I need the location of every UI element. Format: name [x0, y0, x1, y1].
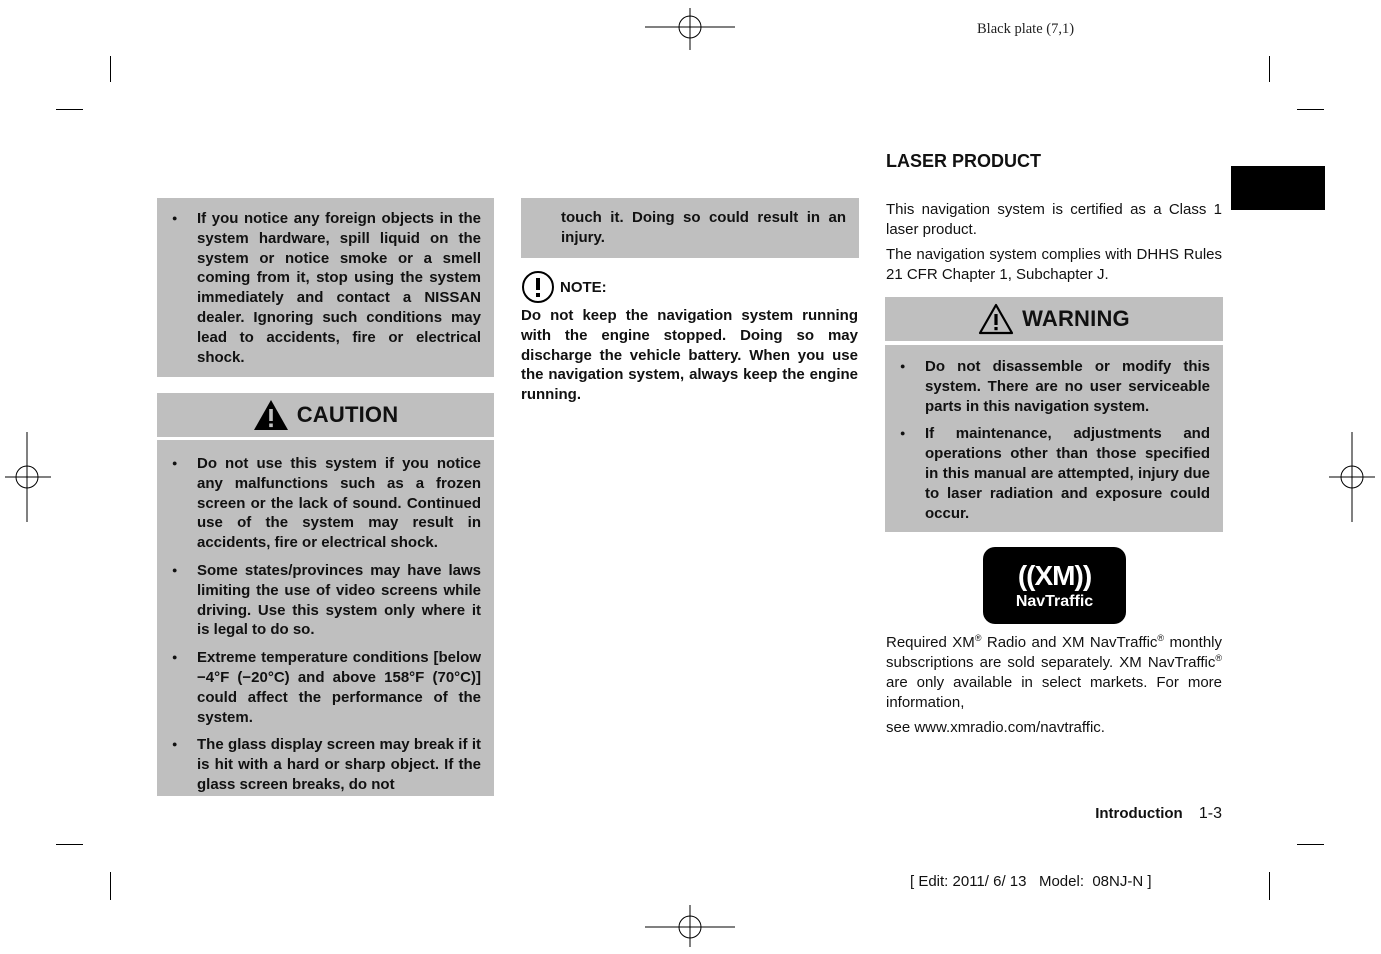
caution-header [157, 393, 494, 437]
list-item: ● If you notice any foreign objects in the system hardware, spill liquid on the system or notice smoke or a smell coming from it, stop using the system immediately and contact a NISSAN dealer. Ignoring such conditions may lead to accidents, fire or electrical shock. [157, 209, 481, 367]
footer-section: Introduction [1095, 805, 1183, 822]
note-header [521, 271, 607, 303]
registered-mark: ® [974, 633, 982, 643]
chapter-tab [1231, 166, 1325, 210]
page-footer [1022, 805, 1222, 823]
xm-navtraffic-logo [983, 547, 1126, 624]
list-item: ● Extreme temperature conditions [below −4°F (−20°C) and above 158°F (70°C)] could affect the performance of the system. [157, 648, 481, 727]
warning-triangle-icon [978, 303, 1014, 335]
laser-product-heading: LASER PRODUCT [886, 151, 1042, 171]
xm-text-part: monthly subscriptions are sold separately. XM NavTraffic [886, 634, 1222, 671]
top-warning-list [157, 198, 494, 367]
list-item: ● Do not use this system if you notice any malfunctions such as a frozen screen or the lack of sound. Continued use of the system may result in accidents, fire or electrical shock. [157, 454, 481, 553]
caution-box [157, 440, 494, 796]
crosshair-right-icon [1329, 432, 1375, 522]
xm-text-part: Required XM [886, 634, 975, 651]
note-title: NOTE: [560, 278, 607, 296]
xm-subscription-text [886, 633, 1222, 713]
warning-list [885, 345, 1223, 523]
caution-triangle-icon [253, 399, 289, 431]
top-warning-box [157, 198, 494, 377]
list-item: ● The glass display screen may break if it is hit with a hard or sharp object. If the glass screen breaks, do not [157, 735, 481, 794]
caution-list [157, 440, 494, 795]
note-exclamation-icon [521, 270, 555, 304]
warning-box [885, 345, 1223, 532]
list-item: ● Some states/provinces may have laws limiting the use of video screens while driving. Use this system only where it is legal to do so. [157, 561, 481, 640]
logo-navtraffic-text: NavTraffic [1015, 592, 1094, 610]
continuation-box [521, 198, 859, 258]
xm-text-part: are only available in select markets. For more information, [886, 674, 1222, 711]
registered-mark: ® [1215, 653, 1222, 663]
warning-header [885, 297, 1223, 341]
laser-para-1: This navigation system is certified as a Class 1 laser product. [886, 201, 1222, 238]
list-item: ● Do not disassemble or modify this system. There are no user serviceable parts in this navigation system. [885, 357, 1210, 416]
crosshair-bottom-icon [645, 905, 735, 947]
caution-title: CAUTION [296, 402, 399, 427]
xm-text-part: Radio and XM NavTraffic [981, 634, 1158, 651]
xm-website-text: see www.xmradio.com/navtraffic. [886, 719, 1105, 736]
crosshair-top-icon [645, 8, 735, 50]
footer-page-number: 1-3 [1198, 805, 1222, 822]
edit-info: [ Edit: 2011/ 6/ 13 Model: 08NJ-N ] [910, 873, 1152, 890]
plate-label: Black plate (7,1) [977, 21, 1075, 37]
logo-xm-text: ((XM)) [1017, 559, 1092, 591]
crosshair-left-icon [5, 432, 51, 522]
continuation-text: touch it. Doing so could result in an injury. [561, 209, 846, 246]
laser-para-2: The navigation system complies with DHHS Rules 21 CFR Chapter 1, Subchapter J. [886, 246, 1222, 283]
list-item: ● If maintenance, adjustments and operations other than those specified in this manual are attempted, injury due to laser radiation and exposure could occur. [885, 424, 1210, 523]
warning-title: WARNING [1022, 306, 1130, 331]
registered-mark: ® [1157, 633, 1165, 643]
note-text: Do not keep the navigation system running with the engine stopped. Doing so may discharge the vehicle battery. When you use the navigation system, always keep the engine running. [521, 307, 858, 404]
